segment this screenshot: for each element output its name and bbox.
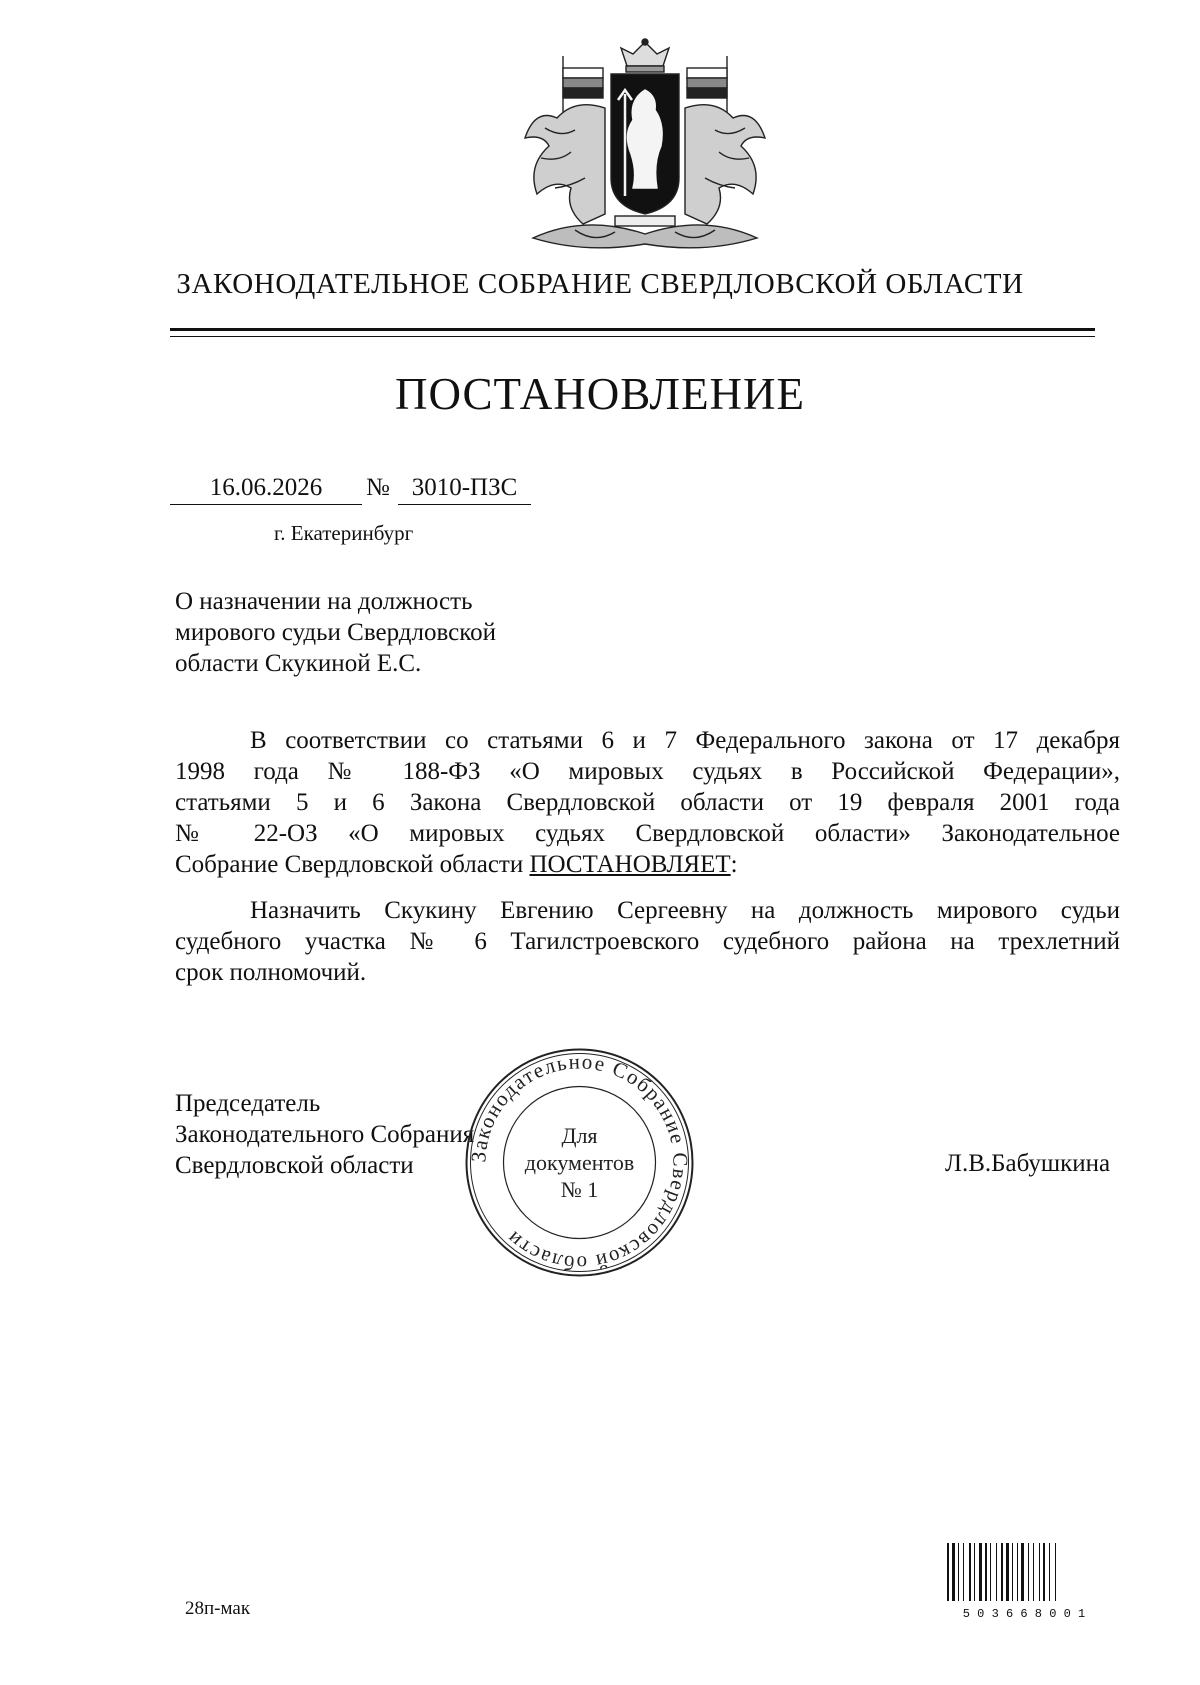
- barcode-bar: [1055, 1543, 1056, 1601]
- signer-title-line: Законодательного Собрания: [175, 1121, 475, 1148]
- barcode-bar: [947, 1543, 949, 1601]
- barcode-bar: [969, 1543, 971, 1601]
- resolves-suffix: :: [730, 851, 738, 878]
- paragraph-line: статьями 5 и 6 Закона Свердловской области от 19 февраля 2001 года: [175, 789, 1120, 816]
- barcode-bar: [958, 1543, 959, 1601]
- barcode-bar: [1033, 1543, 1034, 1601]
- barcode-bar: [1039, 1543, 1040, 1601]
- subject-line: области Скукиной Е.С.: [175, 650, 422, 677]
- signer-title-line: Свердловской области: [175, 1152, 414, 1179]
- paragraph-line: В соответствии со статьями 6 и 7 Федерального закона от 17 декабря: [250, 727, 1120, 754]
- organization-title: ЗАКОНОДАТЕЛЬНОЕ СОБРАНИЕ СВЕРДЛОВСКОЙ ОБЛАСТИ: [176, 268, 1024, 300]
- footer-code: 28п-мак: [185, 1598, 251, 1619]
- resolution-paragraph: [175, 895, 1120, 988]
- seal-center-line: Для: [561, 1123, 598, 1148]
- resolves-prefix: Собрание Свердловской области: [175, 851, 524, 878]
- barcode-bar: [1028, 1543, 1029, 1601]
- paragraph-line: срок полномочий.: [175, 959, 367, 986]
- number-sign: №: [366, 474, 390, 501]
- seal-center-line: документов: [524, 1150, 635, 1175]
- paragraph-line: 1998 года № 188-ФЗ «О мировых судьях в Российской Федерации»,: [175, 758, 1120, 785]
- barcode-bar: [979, 1543, 982, 1601]
- signer-title-line: Председатель: [175, 1090, 321, 1117]
- seal-ring-text: Законодательное Собрание Свердловской области: [466, 1049, 693, 1276]
- barcode-bar: [963, 1543, 964, 1601]
- barcode-bar: [985, 1543, 987, 1601]
- document-type-title: ПОСТАНОВЛЕНИЕ: [394, 369, 806, 419]
- barcode-bar: [974, 1543, 975, 1601]
- barcode-bar: [1049, 1543, 1050, 1601]
- paragraph-line: № 22-ОЗ «О мировых судьях Свердловской области» Законодательное: [175, 820, 1120, 847]
- barcode-bar: [990, 1543, 991, 1601]
- barcode-bar: [952, 1543, 955, 1601]
- barcode-bar: [1006, 1543, 1009, 1601]
- barcode-bar: [1021, 1543, 1024, 1601]
- barcode-bar: [1012, 1543, 1013, 1601]
- barcode-icon: [945, 1543, 1103, 1620]
- barcode-bar: [1001, 1543, 1003, 1601]
- coat-of-arms-icon: [505, 38, 785, 260]
- subject-line: мирового судьи Свердловской: [175, 619, 496, 646]
- barcode-bar: [996, 1543, 997, 1601]
- document-subject: [175, 586, 635, 679]
- paragraph-line: Назначить Скукину Евгению Сергеевну на должность мирового судьи: [250, 897, 1120, 924]
- header-rule-thick: [170, 328, 1095, 331]
- signer-name: Л.В.Бабушкина: [945, 1150, 1111, 1177]
- official-seal-icon: [462, 1045, 697, 1280]
- header-rule-thin: [170, 336, 1095, 337]
- signer-title: [175, 1088, 474, 1181]
- barcode-digits: 5 0 3 6 6 8 0 0 1: [962, 1607, 1086, 1620]
- document-number: 3010-ПЗС: [398, 474, 531, 505]
- preamble-paragraph: [175, 725, 1120, 880]
- city-label: г. Екатеринбург: [274, 521, 414, 545]
- paragraph-line: судебного участка № 6 Тагилстроевского судебного района на трехлетний: [175, 928, 1120, 955]
- resolves-keyword: ПОСТАНОВЛЯЕТ: [529, 851, 731, 878]
- document-date: 16.06.2026: [170, 474, 362, 505]
- paragraph-line: [175, 849, 1120, 880]
- barcode-bar: [1017, 1543, 1018, 1601]
- barcode-bar: [1043, 1543, 1045, 1601]
- subject-line: О назначении на должность: [175, 588, 473, 615]
- seal-center-line: № 1: [560, 1177, 599, 1202]
